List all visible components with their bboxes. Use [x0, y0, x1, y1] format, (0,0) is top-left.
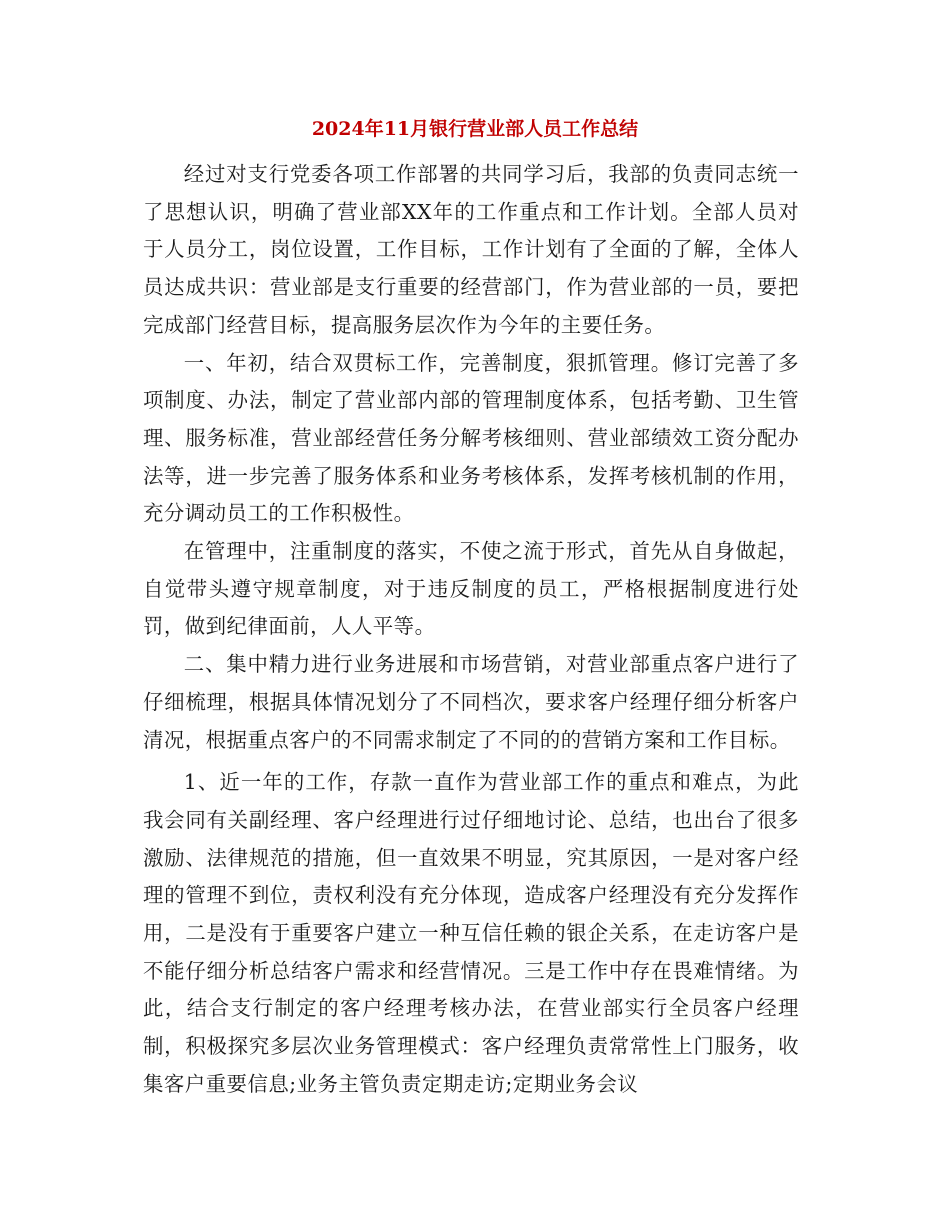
document-title: 2024年11月银行营业部人员工作总结 [311, 118, 639, 140]
paragraph-section-one: 一、年初，结合双贯标工作，完善制度，狠抓管理。修订完善了多项制度、办法，制定了营业部内部的管理制度体系，包括考勤、卫生管理、服务标准，营业部经营任务分解考核细则、营业部绩效工资分配办法等，进一步完善了服务体系和业务考核体系，发挥考核机制的作用，充分调动员工的工作积极性。 [143, 350, 799, 526]
paragraph-section-two: 二、集中精力进行业务进展和市场营销，对营业部重点客户进行了仔细梳理，根据具体情况划分了不同档次，要求客户经理仔细分析客户清况，根据重点客户的不同需求制定了不同的的营销方案和工作目标。 [143, 652, 799, 752]
paragraph-management: 在管理中，注重制度的落实，不使之流于形式，首先从自身做起，自觉带头遵守规章制度，对于违反制度的员工，严格根据制度进行处罚，做到纪律面前，人人平等。 [143, 539, 799, 639]
paragraph-intro: 经过对支行党委各项工作部署的共同学习后，我部的负责同志统一了思想认识，明确了营业部XX年的工作重点和工作计划。全部人员对于人员分工，岗位设置，工作目标，工作计划有了全面的了解，全体人员达成共识：营业部是支行重要的经营部门，作为营业部的一员，要把完成部门经营目标，提高服务层次作为今年的主要任务。 [143, 162, 799, 337]
paragraph-item-one: 1、近一年的工作，存款一直作为营业部工作的重点和难点，为此我会同有关副经理、客户经理进行过仔细地讨论、总结，也出台了很多激励、法律规范的措施，但一直效果不明显，究其原因，一是对客户经理的管理不到位，责权利没有充分体现，造成客户经理没有充分发挥作用，二是没有于重要客户建立一种互信任赖的银企关系，在走访客户是不能仔细分析总结客户需求和经营情况。三是工作中存在畏难情绪。为此，结合支行制定的客户经理考核办法，在营业部实行全员客户经理制，积极探究多层次业务管理模式：客户经理负责常常性上门服务，收集客户重要信息;业务主管负责定期走访;定期业务会议 [143, 770, 799, 1096]
document-body [143, 156, 799, 1104]
